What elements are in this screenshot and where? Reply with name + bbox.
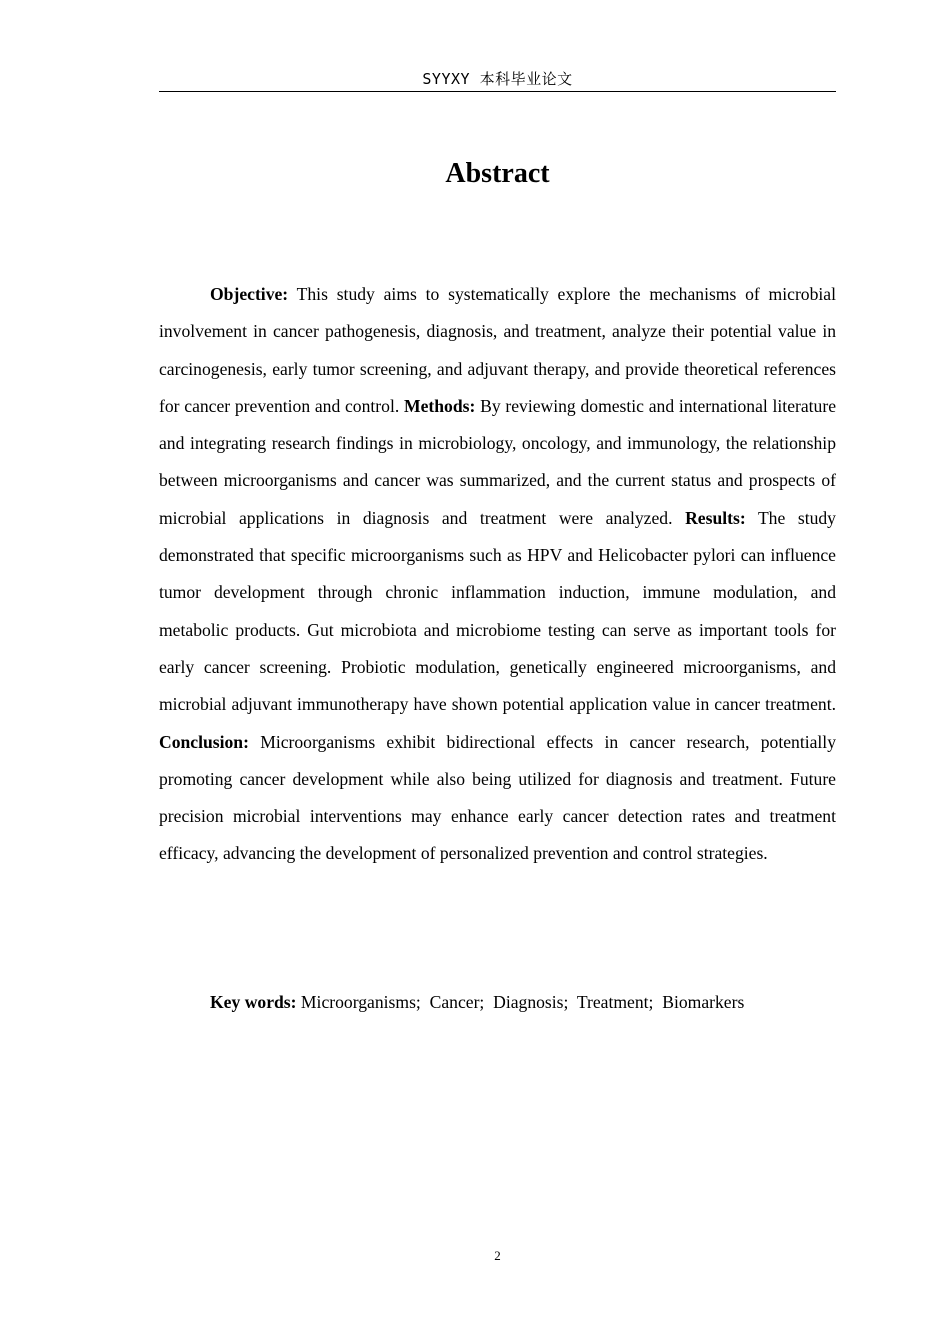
conclusion-text: Microorganisms exhibit bidirectional effects in cancer research, potentially promoting cancer development while also being utilized for diagnosis and treatment. Future precision microbial interventions may enhance early cancer detection rates and treatment efficacy, advancing the development of personalized prevention and control strategies. (159, 731, 836, 864)
abstract-paragraph (159, 276, 836, 873)
keyword-item: Microorganisms; (300, 992, 421, 1012)
keyword-item: Treatment; (576, 992, 654, 1012)
keywords-line (159, 984, 836, 1021)
conclusion-label: Conclusion: (159, 731, 249, 752)
results-label: Results: (685, 507, 746, 528)
objective-label: Objective: (210, 284, 289, 304)
header-rule (159, 91, 836, 92)
keyword-item: Diagnosis; (493, 992, 569, 1012)
keywords-label: Key words: (210, 992, 297, 1012)
page-title: Abstract (445, 158, 550, 189)
results-text: The study demonstrated that specific microorganisms such as HPV and Helicobacter pylori can influence tumor development through chronic inflammation induction, immune modulation, and metabolic products. Gut microbiota and microbiome testing can serve as important tools for early cancer screening. Probiotic modulation, genetically engineered microorganisms, and microbial adjuvant immunotherapy have shown potential application value in cancer treatment. (159, 507, 836, 715)
methods-text: By reviewing domestic and international literature and integrating research findings in microbiology, oncology, and immunology, the relationship between microorganisms and cancer was summarized, and the current status and prospects of microbial applications in diagnosis and treatment were analyzed. (159, 395, 837, 528)
methods-label: Methods: (404, 395, 476, 416)
keyword-item: Cancer; (429, 992, 485, 1012)
page-number: 2 (494, 1248, 501, 1263)
objective-text: This study aims to systematically explore the mechanisms of microbial involvement in cancer pathogenesis, diagnosis, and treatment, analyze their potential value in carcinogenesis, early tumor screening, and adjuvant therapy, and provide theoretical references for cancer prevention and control. (159, 284, 836, 416)
running-header: SYYXY 本科毕业论文 (422, 70, 573, 88)
keyword-item: Biomarkers (662, 992, 745, 1012)
